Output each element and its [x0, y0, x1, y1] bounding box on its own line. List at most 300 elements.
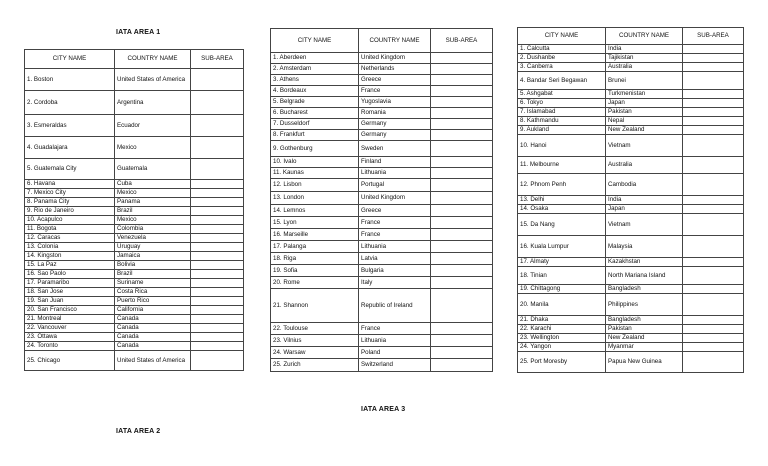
sub-area-cell — [683, 267, 744, 285]
city-cell: 3. Canberra — [518, 63, 606, 72]
table-header-row — [271, 29, 493, 53]
sub-area-cell — [191, 306, 244, 315]
column-header-sub-area: SUB-AREA — [683, 28, 744, 45]
sub-area-cell — [431, 86, 493, 97]
city-cell: 23. Wellington — [518, 334, 606, 343]
table-row — [25, 207, 244, 216]
sub-area-cell — [191, 180, 244, 189]
table-row — [518, 108, 744, 117]
table-row — [518, 316, 744, 325]
city-cell: 17. Almaty — [518, 258, 606, 267]
table-row — [271, 179, 493, 192]
table-row — [271, 192, 493, 205]
city-cell: 24. Warsaw — [271, 347, 359, 359]
country-cell: Germany — [359, 119, 431, 130]
city-cell: 4. Guadalajara — [25, 137, 115, 159]
country-cell: Canada — [115, 333, 191, 342]
country-cell: Venezuela — [115, 234, 191, 243]
area3-table — [517, 27, 744, 373]
column-header-city: CITY NAME — [25, 50, 115, 69]
city-cell: 21. Dhaka — [518, 316, 606, 325]
country-cell: Italy — [359, 277, 431, 289]
table-row — [518, 174, 744, 196]
city-cell: 10. Hanoi — [518, 135, 606, 157]
table-row — [518, 99, 744, 108]
sub-area-cell — [431, 157, 493, 168]
country-cell: Vietnam — [606, 214, 683, 236]
table-row — [271, 229, 493, 241]
sub-area-cell — [683, 343, 744, 352]
sub-area-cell — [683, 236, 744, 258]
sub-area-cell — [683, 258, 744, 267]
city-cell: 11. Bogota — [25, 225, 115, 234]
table-row — [25, 351, 244, 371]
city-cell: 14. Lemnos — [271, 205, 359, 217]
country-cell: United States of America — [115, 351, 191, 371]
sub-area-cell — [683, 334, 744, 343]
table-header-row — [518, 28, 744, 45]
table-row — [518, 236, 744, 258]
city-cell: 25. Chicago — [25, 351, 115, 371]
city-cell: 2. Cordoba — [25, 91, 115, 115]
sub-area-cell — [431, 64, 493, 75]
city-cell: 12. Lisbon — [271, 179, 359, 192]
city-cell: 8. Panama City — [25, 198, 115, 207]
sub-area-cell — [683, 316, 744, 325]
city-cell: 13. London — [271, 192, 359, 205]
city-cell: 13. Delhi — [518, 196, 606, 205]
table-row — [25, 333, 244, 342]
city-cell: 1. Calcutta — [518, 45, 606, 54]
country-cell: Japan — [606, 99, 683, 108]
sub-area-cell — [431, 141, 493, 157]
table-row — [25, 324, 244, 333]
sub-area-cell — [191, 279, 244, 288]
city-cell: 11. Kaunas — [271, 168, 359, 179]
city-cell: 11. Melbourne — [518, 157, 606, 174]
table-row — [271, 86, 493, 97]
country-cell: Myanmar — [606, 343, 683, 352]
sub-area-cell — [191, 198, 244, 207]
city-cell: 2. Amsterdam — [271, 64, 359, 75]
country-cell: Puerto Rico — [115, 297, 191, 306]
country-cell: Cambodia — [606, 174, 683, 196]
country-cell: Suriname — [115, 279, 191, 288]
city-cell: 16. Marseille — [271, 229, 359, 241]
table-row — [25, 189, 244, 198]
column-header-country: COUNTRY NAME — [115, 50, 191, 69]
city-cell: 7. Dusseldorf — [271, 119, 359, 130]
column-header-city: CITY NAME — [518, 28, 606, 45]
country-cell: Brazil — [115, 207, 191, 216]
sub-area-cell — [683, 196, 744, 205]
country-cell: Finland — [359, 157, 431, 168]
table-row — [271, 241, 493, 253]
country-cell: Guatemala — [115, 159, 191, 180]
sub-area-cell — [431, 229, 493, 241]
table-row — [25, 279, 244, 288]
table-row — [518, 285, 744, 294]
city-cell: 6. Havana — [25, 180, 115, 189]
table-row — [25, 69, 244, 91]
city-cell: 22. Vancouver — [25, 324, 115, 333]
city-cell: 23. Vilnius — [271, 335, 359, 347]
column-header-sub-area: SUB-AREA — [431, 29, 493, 53]
sub-area-cell — [191, 342, 244, 351]
city-cell: 25. Zurich — [271, 359, 359, 372]
country-cell: Sweden — [359, 141, 431, 157]
city-cell: 5. Ashgabat — [518, 90, 606, 99]
sub-area-cell — [431, 97, 493, 108]
city-cell: 5. Belgrade — [271, 97, 359, 108]
country-cell: France — [359, 217, 431, 229]
sub-area-cell — [191, 91, 244, 115]
city-cell: 4. Bandar Seri Begawan — [518, 72, 606, 90]
city-cell: 13. Colonia — [25, 243, 115, 252]
table-row — [25, 252, 244, 261]
table-row — [271, 347, 493, 359]
table-header-row — [25, 50, 244, 69]
table-row — [25, 297, 244, 306]
country-cell: Malaysia — [606, 236, 683, 258]
city-cell: 18. Tinian — [518, 267, 606, 285]
country-cell: Philippines — [606, 294, 683, 316]
city-cell: 8. Kathmandu — [518, 117, 606, 126]
city-cell: 9. Rio de Janeiro — [25, 207, 115, 216]
table-row — [271, 205, 493, 217]
city-cell: 22. Karachi — [518, 325, 606, 334]
city-cell: 25. Port Moresby — [518, 352, 606, 373]
country-cell: Nepal — [606, 117, 683, 126]
city-cell: 12. Phnom Penh — [518, 174, 606, 196]
city-cell: 18. San Jose — [25, 288, 115, 297]
sub-area-cell — [191, 69, 244, 91]
city-cell: 10. Acapulco — [25, 216, 115, 225]
table-row — [271, 157, 493, 168]
sub-area-cell — [431, 253, 493, 265]
country-cell: India — [606, 196, 683, 205]
sub-area-cell — [191, 252, 244, 261]
city-cell: 18. Riga — [271, 253, 359, 265]
country-cell: Greece — [359, 75, 431, 86]
sub-area-cell — [191, 207, 244, 216]
table-row — [271, 253, 493, 265]
table-row — [518, 90, 744, 99]
sub-area-cell — [683, 135, 744, 157]
table-row — [518, 72, 744, 90]
table-row — [25, 243, 244, 252]
table-row — [271, 64, 493, 75]
city-cell: 14. Osaka — [518, 205, 606, 214]
country-cell: Canada — [115, 342, 191, 351]
city-cell: 24. Yangon — [518, 343, 606, 352]
city-cell: 23. Ottawa — [25, 333, 115, 342]
country-cell: Bangladesh — [606, 285, 683, 294]
country-cell: Lithuania — [359, 335, 431, 347]
country-cell: Turkmenistan — [606, 90, 683, 99]
country-cell: Mexico — [115, 216, 191, 225]
city-cell: 20. Rome — [271, 277, 359, 289]
country-cell: Kazakhstan — [606, 258, 683, 267]
table-row — [25, 115, 244, 137]
sub-area-cell — [431, 359, 493, 372]
area3-title: IATA AREA 3 — [361, 406, 406, 413]
table-row — [25, 306, 244, 315]
sub-area-cell — [683, 285, 744, 294]
city-cell: 14. Kingston — [25, 252, 115, 261]
sub-area-cell — [683, 63, 744, 72]
sub-area-cell — [683, 294, 744, 316]
country-cell: Brunei — [606, 72, 683, 90]
country-cell: India — [606, 45, 683, 54]
country-cell: Colombia — [115, 225, 191, 234]
table-row — [25, 216, 244, 225]
country-cell: Australia — [606, 157, 683, 174]
table-row — [271, 277, 493, 289]
table-row — [518, 45, 744, 54]
city-cell: 20. Manila — [518, 294, 606, 316]
area2-title: IATA AREA 2 — [116, 428, 161, 435]
country-cell: Uruguay — [115, 243, 191, 252]
city-cell: 9. Gothenburg — [271, 141, 359, 157]
city-cell: 9. Aukland — [518, 126, 606, 135]
country-cell: Jamaica — [115, 252, 191, 261]
sub-area-cell — [431, 179, 493, 192]
city-cell: 12. Caracas — [25, 234, 115, 243]
country-cell: Australia — [606, 63, 683, 72]
country-cell: Switzerland — [359, 359, 431, 372]
table-row — [271, 289, 493, 323]
table-row — [271, 168, 493, 179]
sub-area-cell — [191, 137, 244, 159]
city-cell: 4. Bordeaux — [271, 86, 359, 97]
country-cell: Yugoslavia — [359, 97, 431, 108]
sub-area-cell — [683, 205, 744, 214]
sub-area-cell — [683, 157, 744, 174]
sub-area-cell — [683, 174, 744, 196]
country-cell: Republic of Ireland — [359, 289, 431, 323]
country-cell: Pakistan — [606, 325, 683, 334]
city-cell: 7. Mexico City — [25, 189, 115, 198]
country-cell: Lithuania — [359, 168, 431, 179]
sub-area-cell — [191, 216, 244, 225]
country-cell: Brazil — [115, 270, 191, 279]
city-cell: 3. Esmeraldas — [25, 115, 115, 137]
city-cell: 22. Toulouse — [271, 323, 359, 335]
country-cell: France — [359, 86, 431, 97]
country-cell: Lithuania — [359, 241, 431, 253]
city-cell: 19. Chittagong — [518, 285, 606, 294]
city-cell: 17. Paramaribo — [25, 279, 115, 288]
country-cell: United Kingdom — [359, 192, 431, 205]
sub-area-cell — [683, 54, 744, 63]
sub-area-cell — [431, 75, 493, 86]
country-cell: France — [359, 323, 431, 335]
country-cell: North Mariana Island — [606, 267, 683, 285]
sub-area-cell — [191, 189, 244, 198]
country-cell: United Kingdom — [359, 53, 431, 64]
country-cell: Bulgaria — [359, 265, 431, 277]
city-cell: 8. Frankfurt — [271, 130, 359, 141]
area2-table — [270, 28, 493, 372]
country-cell: Bolivia — [115, 261, 191, 270]
table-row — [25, 315, 244, 324]
table-row — [518, 205, 744, 214]
city-cell: 15. Lyon — [271, 217, 359, 229]
sub-area-cell — [431, 108, 493, 119]
city-cell: 15. Da Nang — [518, 214, 606, 236]
table-row — [518, 258, 744, 267]
table-row — [518, 196, 744, 205]
table-row — [271, 359, 493, 372]
country-cell: Mexico — [115, 189, 191, 198]
sub-area-cell — [191, 243, 244, 252]
city-cell: 2. Dushanbe — [518, 54, 606, 63]
table-row — [518, 352, 744, 373]
table-row — [271, 53, 493, 64]
table-row — [25, 198, 244, 207]
sub-area-cell — [683, 90, 744, 99]
table-row — [25, 342, 244, 351]
country-cell: Ecuador — [115, 115, 191, 137]
country-cell: Costa Rica — [115, 288, 191, 297]
sub-area-cell — [191, 261, 244, 270]
city-cell: 6. Tokyo — [518, 99, 606, 108]
table-row — [25, 261, 244, 270]
city-cell: 10. Ivalo — [271, 157, 359, 168]
table-row — [271, 119, 493, 130]
column-header-city: CITY NAME — [271, 29, 359, 53]
table-row — [25, 270, 244, 279]
table-row — [25, 234, 244, 243]
country-cell: New Zealand — [606, 334, 683, 343]
city-cell: 16. Sao Paolo — [25, 270, 115, 279]
country-cell: Germany — [359, 130, 431, 141]
sub-area-cell — [431, 119, 493, 130]
sub-area-cell — [191, 225, 244, 234]
city-cell: 1. Boston — [25, 69, 115, 91]
column-header-country: COUNTRY NAME — [606, 28, 683, 45]
table-row — [25, 180, 244, 189]
sub-area-cell — [431, 217, 493, 229]
country-cell: Mexico — [115, 137, 191, 159]
country-cell: Japan — [606, 205, 683, 214]
table-row — [518, 117, 744, 126]
country-cell: Tajikistan — [606, 54, 683, 63]
table-row — [518, 126, 744, 135]
column-header-sub-area: SUB-AREA — [191, 50, 244, 69]
country-cell: Portugal — [359, 179, 431, 192]
city-cell: 19. San Juan — [25, 297, 115, 306]
sub-area-cell — [431, 265, 493, 277]
country-cell: Argentina — [115, 91, 191, 115]
table-row — [518, 135, 744, 157]
sub-area-cell — [191, 351, 244, 371]
city-cell: 24. Toronto — [25, 342, 115, 351]
sub-area-cell — [683, 72, 744, 90]
city-cell: 5. Guatemala City — [25, 159, 115, 180]
country-cell: Netherlands — [359, 64, 431, 75]
city-cell: 21. Shannon — [271, 289, 359, 323]
country-cell: Canada — [115, 315, 191, 324]
sub-area-cell — [431, 130, 493, 141]
sub-area-cell — [431, 335, 493, 347]
country-cell: Vietnam — [606, 135, 683, 157]
sub-area-cell — [683, 99, 744, 108]
table-row — [518, 214, 744, 236]
table-row — [271, 141, 493, 157]
country-cell: Pakistan — [606, 108, 683, 117]
sub-area-cell — [431, 205, 493, 217]
table-row — [25, 159, 244, 180]
column-header-country: COUNTRY NAME — [359, 29, 431, 53]
sub-area-cell — [683, 108, 744, 117]
sub-area-cell — [683, 45, 744, 54]
country-cell: California — [115, 306, 191, 315]
table-row — [25, 288, 244, 297]
table-row — [518, 343, 744, 352]
sub-area-cell — [191, 270, 244, 279]
sub-area-cell — [683, 325, 744, 334]
country-cell: Canada — [115, 324, 191, 333]
table-row — [518, 325, 744, 334]
sub-area-cell — [431, 323, 493, 335]
sub-area-cell — [431, 192, 493, 205]
sub-area-cell — [431, 347, 493, 359]
city-cell: 16. Kuala Lumpur — [518, 236, 606, 258]
table-row — [271, 335, 493, 347]
sub-area-cell — [191, 288, 244, 297]
city-cell: 20. San Francisco — [25, 306, 115, 315]
country-cell: United States of America — [115, 69, 191, 91]
table-row — [25, 91, 244, 115]
country-cell: Poland — [359, 347, 431, 359]
city-cell: 7. Islamabad — [518, 108, 606, 117]
city-cell: 19. Sofia — [271, 265, 359, 277]
country-cell: Panama — [115, 198, 191, 207]
table-row — [518, 54, 744, 63]
sub-area-cell — [431, 241, 493, 253]
sub-area-cell — [431, 277, 493, 289]
city-cell: 17. Palanga — [271, 241, 359, 253]
table-row — [518, 334, 744, 343]
sub-area-cell — [431, 289, 493, 323]
sub-area-cell — [191, 315, 244, 324]
table-row — [271, 323, 493, 335]
city-cell: 6. Bucharest — [271, 108, 359, 119]
table-row — [271, 97, 493, 108]
city-cell: 15. La Paz — [25, 261, 115, 270]
table-row — [518, 157, 744, 174]
country-cell: Romania — [359, 108, 431, 119]
table-row — [25, 137, 244, 159]
sub-area-cell — [191, 297, 244, 306]
sub-area-cell — [191, 159, 244, 180]
sub-area-cell — [431, 168, 493, 179]
table-row — [518, 267, 744, 285]
sub-area-cell — [683, 126, 744, 135]
table-row — [518, 63, 744, 72]
area1-title: IATA AREA 1 — [116, 29, 161, 36]
sub-area-cell — [683, 117, 744, 126]
city-cell: 3. Athens — [271, 75, 359, 86]
sub-area-cell — [431, 53, 493, 64]
table-row — [518, 294, 744, 316]
table-row — [271, 75, 493, 86]
city-cell: 1. Aberdeen — [271, 53, 359, 64]
sub-area-cell — [683, 214, 744, 236]
table-row — [271, 217, 493, 229]
